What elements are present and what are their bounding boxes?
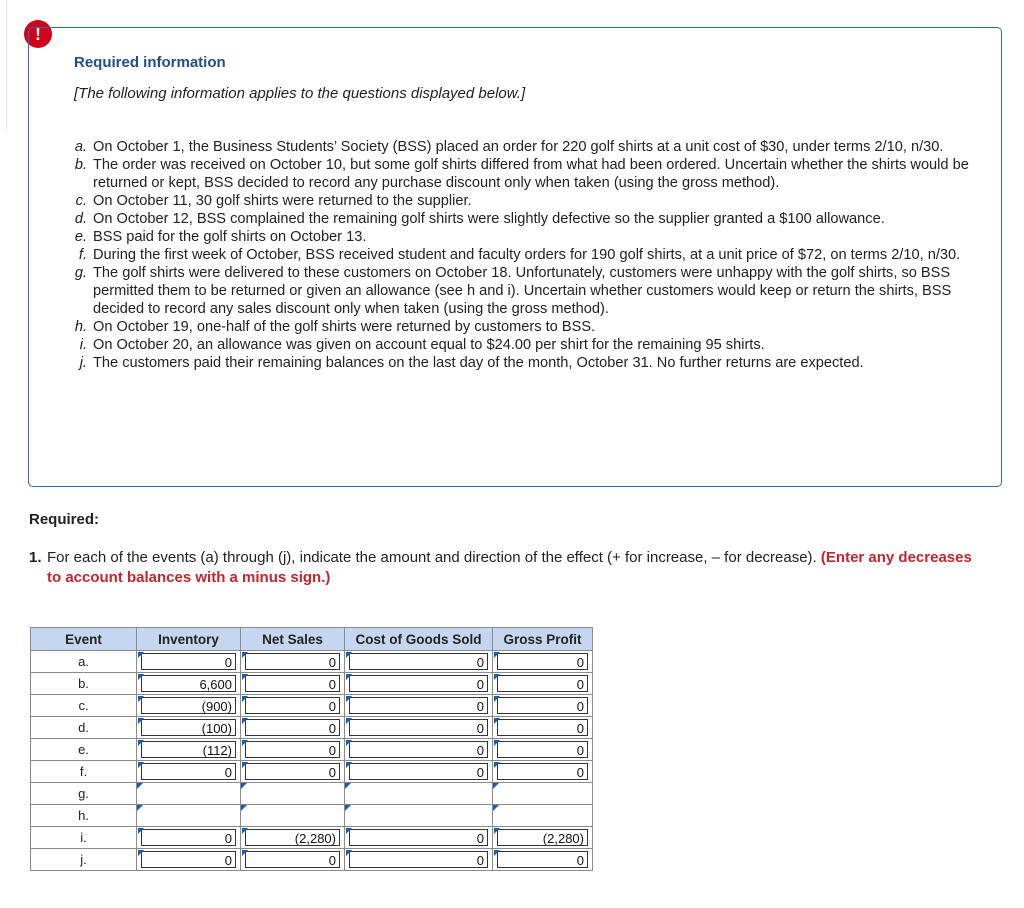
inventory-input[interactable]: 0 bbox=[141, 653, 236, 670]
gross-profit-input[interactable]: (2,280) bbox=[497, 829, 588, 846]
gross-profit-cell bbox=[493, 805, 593, 827]
event-item bbox=[69, 156, 994, 192]
inventory-input[interactable]: 0 bbox=[141, 829, 236, 846]
inventory-cell bbox=[137, 651, 241, 673]
event-letter: h. bbox=[74, 319, 87, 335]
inventory-input[interactable]: (100) bbox=[141, 719, 236, 736]
event-item bbox=[69, 246, 994, 264]
gross-profit-input[interactable]: 0 bbox=[497, 675, 588, 692]
event-cell: h. bbox=[31, 805, 137, 827]
event-item bbox=[69, 228, 994, 246]
event-text: The customers paid their remaining balances on the last day of the month, October 31. No further returns are expected. bbox=[93, 355, 864, 371]
event-text: The order was received on October 10, but some golf shirts differed from what had been ordered. Uncertain whether the shirts would be returned or kept, BSS decided to record any purchase discount only when taken (using the gross method). bbox=[93, 157, 969, 191]
inventory-cell bbox=[137, 783, 241, 805]
net-sales-input[interactable]: 0 bbox=[245, 653, 340, 670]
gross-profit-input[interactable]: 0 bbox=[497, 851, 588, 868]
event-cell: i. bbox=[31, 827, 137, 849]
event-text: On October 12, BSS complained the remaining golf shirts were slightly defective so the supplier granted a $100 allowance. bbox=[93, 211, 885, 227]
gross-profit-cell bbox=[493, 783, 593, 805]
gross-profit-cell bbox=[493, 673, 593, 695]
net-sales-input[interactable]: (2,280) bbox=[245, 829, 340, 846]
inventory-cell bbox=[137, 805, 241, 827]
event-item bbox=[69, 318, 994, 336]
event-cell: b. bbox=[31, 673, 137, 695]
net-sales-cell bbox=[241, 673, 345, 695]
gross-profit-cell bbox=[493, 827, 593, 849]
gross-profit-input[interactable] bbox=[497, 785, 588, 802]
event-cell: f. bbox=[31, 761, 137, 783]
net-sales-cell bbox=[241, 717, 345, 739]
cogs-input[interactable] bbox=[349, 807, 488, 824]
cogs-cell bbox=[345, 695, 493, 717]
net-sales-cell bbox=[241, 695, 345, 717]
cogs-input[interactable]: 0 bbox=[349, 851, 488, 868]
inventory-input[interactable]: (112) bbox=[141, 741, 236, 758]
event-item bbox=[69, 336, 994, 354]
cogs-cell bbox=[345, 717, 493, 739]
event-letter: g. bbox=[74, 265, 87, 281]
header-net-sales: Net Sales bbox=[241, 628, 345, 651]
event-letter: j. bbox=[79, 355, 87, 371]
event-cell: c. bbox=[31, 695, 137, 717]
gross-profit-cell bbox=[493, 739, 593, 761]
table-row bbox=[31, 695, 593, 717]
table-row bbox=[31, 827, 593, 849]
net-sales-cell bbox=[241, 805, 345, 827]
question-text: For each of the events (a) through (j), indicate the amount and direction of the effect (+ for increase, – for decrease). bbox=[47, 549, 817, 566]
gross-profit-cell bbox=[493, 849, 593, 871]
event-text: BSS paid for the golf shirts on October 13. bbox=[93, 229, 367, 245]
gross-profit-input[interactable]: 0 bbox=[497, 741, 588, 758]
cogs-input[interactable]: 0 bbox=[349, 741, 488, 758]
table-row bbox=[31, 783, 593, 805]
event-cell: d. bbox=[31, 717, 137, 739]
gross-profit-input[interactable] bbox=[497, 807, 588, 824]
gross-profit-input[interactable]: 0 bbox=[497, 763, 588, 780]
cogs-cell bbox=[345, 673, 493, 695]
event-list bbox=[69, 138, 994, 372]
cogs-input[interactable] bbox=[349, 785, 488, 802]
inventory-cell bbox=[137, 717, 241, 739]
event-letter: e. bbox=[74, 229, 87, 245]
cogs-cell bbox=[345, 827, 493, 849]
table-header-row bbox=[31, 628, 593, 651]
gross-profit-input[interactable]: 0 bbox=[497, 653, 588, 670]
net-sales-input[interactable] bbox=[245, 785, 340, 802]
table-row bbox=[31, 739, 593, 761]
event-cell: j. bbox=[31, 849, 137, 871]
gross-profit-cell bbox=[493, 761, 593, 783]
cogs-cell bbox=[345, 783, 493, 805]
gross-profit-cell bbox=[493, 651, 593, 673]
inventory-input[interactable] bbox=[141, 785, 236, 802]
table-row bbox=[31, 651, 593, 673]
inventory-input[interactable]: 0 bbox=[141, 851, 236, 868]
gross-profit-cell bbox=[493, 717, 593, 739]
header-cogs: Cost of Goods Sold bbox=[345, 628, 493, 651]
gross-profit-input[interactable]: 0 bbox=[497, 719, 588, 736]
question-instruction: (Enter any decreases to account balances with a minus sign.) bbox=[47, 549, 972, 586]
event-text: On October 1, the Business Students’ Society (BSS) placed an order for 220 golf shirts at a unit cost of $30, under terms 2/10, n/30. bbox=[93, 139, 944, 155]
question-1 bbox=[29, 548, 989, 588]
info-subtitle: [The following information applies to the questions displayed below.] bbox=[74, 85, 526, 102]
event-item bbox=[69, 354, 994, 372]
table-row bbox=[31, 761, 593, 783]
inventory-input[interactable]: (900) bbox=[141, 697, 236, 714]
event-letter: d. bbox=[74, 211, 87, 227]
event-letter: a. bbox=[74, 139, 87, 155]
net-sales-input[interactable]: 0 bbox=[245, 697, 340, 714]
table-row bbox=[31, 717, 593, 739]
info-title: Required information bbox=[74, 54, 226, 71]
event-letter: f. bbox=[78, 247, 87, 263]
inventory-cell bbox=[137, 761, 241, 783]
event-cell: e. bbox=[31, 739, 137, 761]
event-text: On October 19, one-half of the golf shirts were returned by customers to BSS. bbox=[93, 319, 596, 335]
net-sales-input[interactable]: 0 bbox=[245, 851, 340, 868]
event-item bbox=[69, 210, 994, 228]
cogs-input[interactable]: 0 bbox=[349, 653, 488, 670]
cogs-input[interactable]: 0 bbox=[349, 697, 488, 714]
event-text: The golf shirts were delivered to these customers on October 18. Unfortunately, customers were unhappy with the golf shirts, so BSS permitted them to be returned or given an allowance (see h and i). Uncertain whether customers would keep or return the shirts, BSS decided to record any sales discount only when taken (using the gross method). bbox=[93, 265, 952, 317]
event-item bbox=[69, 264, 994, 318]
header-gross-profit: Gross Profit bbox=[493, 628, 593, 651]
question-number: 1. bbox=[29, 549, 42, 566]
net-sales-input[interactable]: 0 bbox=[245, 741, 340, 758]
event-text: During the first week of October, BSS received student and faculty orders for 190 golf shirts, at a unit price of $72, on terms 2/10, n/30. bbox=[93, 247, 961, 263]
event-item bbox=[69, 138, 994, 156]
cogs-cell bbox=[345, 849, 493, 871]
alert-icon: ! bbox=[24, 20, 52, 48]
left-edge-divider bbox=[0, 0, 7, 130]
event-text: On October 11, 30 golf shirts were returned to the supplier. bbox=[93, 193, 472, 209]
net-sales-cell bbox=[241, 761, 345, 783]
event-cell: g. bbox=[31, 783, 137, 805]
gross-profit-input[interactable]: 0 bbox=[497, 697, 588, 714]
gross-profit-cell bbox=[493, 695, 593, 717]
inventory-cell bbox=[137, 673, 241, 695]
net-sales-cell bbox=[241, 651, 345, 673]
inventory-input[interactable]: 6,600 bbox=[141, 675, 236, 692]
net-sales-input[interactable]: 0 bbox=[245, 719, 340, 736]
event-item bbox=[69, 192, 994, 210]
cogs-input[interactable]: 0 bbox=[349, 829, 488, 846]
table-row bbox=[31, 805, 593, 827]
required-label: Required: bbox=[29, 511, 100, 528]
event-letter: i. bbox=[79, 337, 87, 353]
inventory-cell bbox=[137, 827, 241, 849]
table-row bbox=[31, 673, 593, 695]
event-text: On October 20, an allowance was given on account equal to $24.00 per shirt for the remaining 95 shirts. bbox=[93, 337, 765, 353]
effects-table bbox=[30, 627, 593, 871]
net-sales-cell bbox=[241, 827, 345, 849]
net-sales-input[interactable] bbox=[245, 807, 340, 824]
inventory-cell bbox=[137, 849, 241, 871]
net-sales-input[interactable]: 0 bbox=[245, 675, 340, 692]
event-letter: c. bbox=[75, 193, 87, 209]
net-sales-input[interactable]: 0 bbox=[245, 763, 340, 780]
table-row bbox=[31, 849, 593, 871]
event-letter: b. bbox=[74, 157, 87, 173]
inventory-cell bbox=[137, 739, 241, 761]
inventory-cell bbox=[137, 695, 241, 717]
header-inventory: Inventory bbox=[137, 628, 241, 651]
required-information-panel bbox=[28, 27, 1002, 487]
net-sales-cell bbox=[241, 849, 345, 871]
cogs-cell bbox=[345, 739, 493, 761]
cogs-input[interactable]: 0 bbox=[349, 763, 488, 780]
net-sales-cell bbox=[241, 783, 345, 805]
inventory-input[interactable] bbox=[141, 807, 236, 824]
event-cell: a. bbox=[31, 651, 137, 673]
cogs-input[interactable]: 0 bbox=[349, 719, 488, 736]
inventory-input[interactable]: 0 bbox=[141, 763, 236, 780]
cogs-cell bbox=[345, 651, 493, 673]
net-sales-cell bbox=[241, 739, 345, 761]
cogs-input[interactable]: 0 bbox=[349, 675, 488, 692]
cogs-cell bbox=[345, 761, 493, 783]
cogs-cell bbox=[345, 805, 493, 827]
header-event: Event bbox=[31, 628, 137, 651]
